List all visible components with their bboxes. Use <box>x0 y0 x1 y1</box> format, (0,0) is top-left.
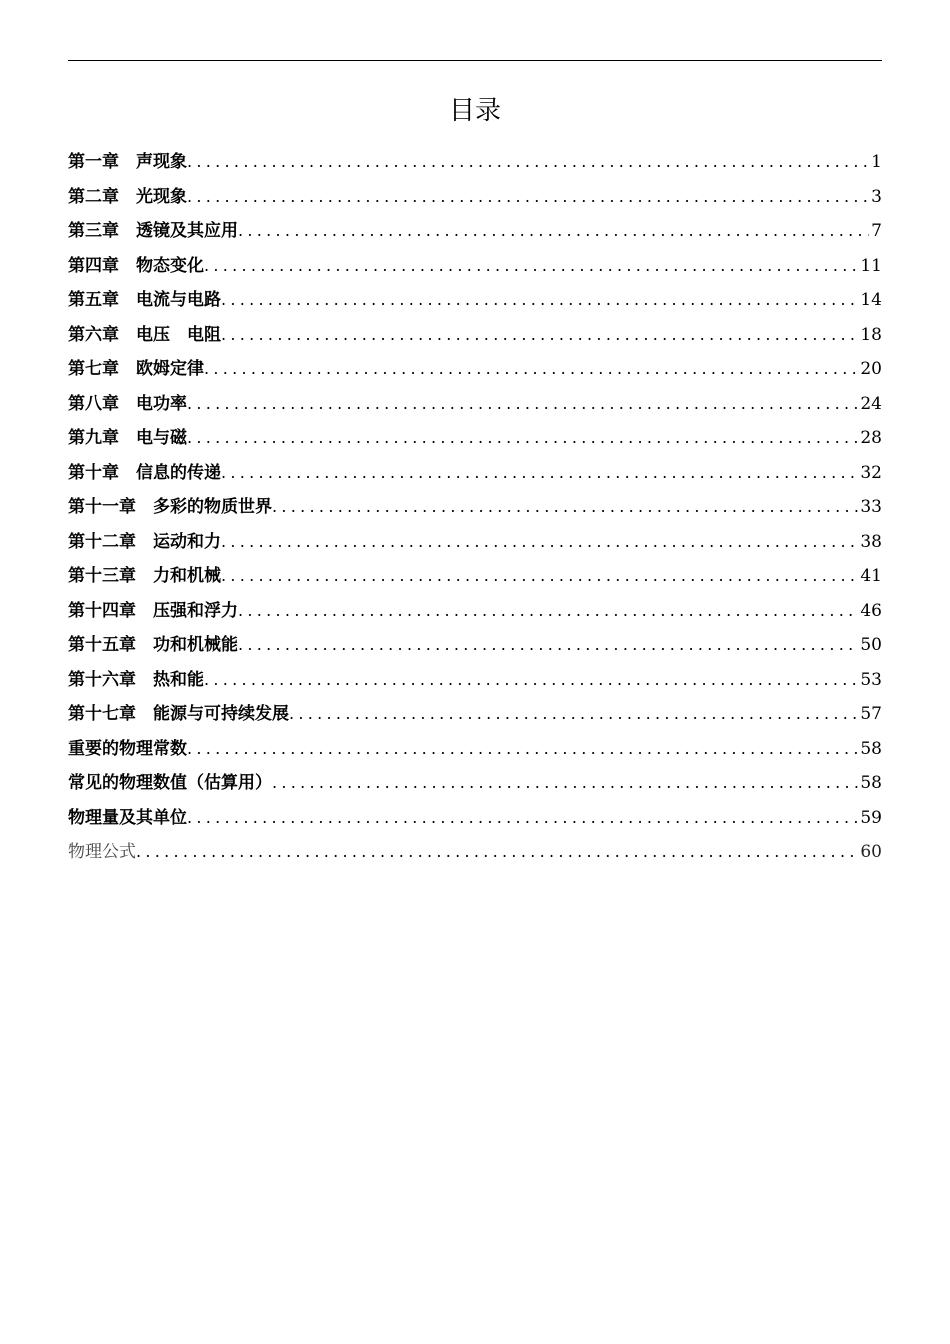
toc-page-number: 18 <box>860 324 882 345</box>
toc-dot-leader <box>221 456 858 491</box>
toc-entry[interactable] <box>68 145 882 180</box>
toc-entry-label <box>68 594 238 629</box>
toc-chapter-number: 第五章 <box>68 290 119 310</box>
toc-entry[interactable] <box>68 490 882 525</box>
toc-chapter-topic: 电与磁 <box>136 428 187 448</box>
toc-page-number: 38 <box>860 531 882 552</box>
toc-chapter-topic: 电压 电阻 <box>136 324 221 345</box>
toc-page-number: 1 <box>871 152 882 172</box>
header-rule <box>68 60 882 61</box>
toc-page-number: 7 <box>871 221 882 241</box>
toc-entry[interactable] <box>68 352 882 387</box>
toc-chapter-number: 第九章 <box>68 428 119 448</box>
toc-entry-label <box>68 180 187 215</box>
toc-entry-label <box>68 318 221 353</box>
toc-chapter-number: 第二章 <box>68 186 119 207</box>
toc-entry[interactable] <box>68 697 882 732</box>
toc-chapter-number: 第一章 <box>68 152 119 172</box>
toc-entry[interactable] <box>68 835 882 870</box>
toc-dot-leader <box>187 387 858 422</box>
toc-entry[interactable] <box>68 628 882 663</box>
toc-page-number: 41 <box>860 566 882 586</box>
toc-entry-label <box>68 214 238 249</box>
toc-chapter-topic: 欧姆定律 <box>136 359 204 379</box>
toc-chapter-topic: 力和机械 <box>153 566 221 586</box>
toc-section-topic: 物理公式 <box>68 842 136 862</box>
toc-entry-label <box>68 766 272 801</box>
toc-chapter-topic: 运动和力 <box>153 531 221 552</box>
toc-entry[interactable] <box>68 559 882 594</box>
toc-chapter-number: 第七章 <box>68 359 119 379</box>
toc-chapter-number: 第八章 <box>68 393 119 414</box>
toc-entry-label <box>68 421 187 456</box>
toc-page-number: 57 <box>860 704 882 724</box>
toc-dot-leader <box>221 559 858 594</box>
toc-chapter-topic: 电流与电路 <box>136 290 221 310</box>
toc-page-number: 24 <box>860 393 882 414</box>
toc-page-number: 28 <box>860 428 882 448</box>
toc-chapter-topic: 光现象 <box>136 186 187 207</box>
toc-dot-leader <box>204 663 858 698</box>
toc-page-number: 58 <box>860 773 882 793</box>
toc-dot-leader <box>272 490 858 525</box>
toc-chapter-number: 第三章 <box>68 221 119 241</box>
toc-entry-label <box>68 387 187 422</box>
toc-dot-leader <box>204 352 858 387</box>
toc-entry[interactable] <box>68 594 882 629</box>
toc-entry-label <box>68 835 136 870</box>
toc-dot-leader <box>187 801 858 836</box>
toc-entry-label <box>68 456 221 491</box>
toc-page-number: 32 <box>860 462 882 483</box>
toc-chapter-topic: 压强和浮力 <box>153 600 238 621</box>
toc-chapter-number: 第十一章 <box>68 497 136 517</box>
toc-entry[interactable] <box>68 801 882 836</box>
toc-entry[interactable] <box>68 663 882 698</box>
toc-chapter-topic: 能源与可持续发展 <box>153 704 289 724</box>
toc-entry[interactable] <box>68 249 882 284</box>
toc-entry[interactable] <box>68 180 882 215</box>
toc-page-number: 11 <box>860 255 882 276</box>
toc-dot-leader <box>238 628 858 663</box>
toc-chapter-number: 第四章 <box>68 255 119 276</box>
toc-chapter-number: 第十章 <box>68 462 119 483</box>
toc-chapter-number: 第十三章 <box>68 566 136 586</box>
toc-dot-leader <box>187 145 869 180</box>
toc-section-topic: 物理量及其单位 <box>68 807 187 828</box>
toc-entry-label <box>68 352 204 387</box>
toc-chapter-topic: 电功率 <box>136 393 187 414</box>
toc-entry-label <box>68 249 204 284</box>
toc-entry[interactable] <box>68 387 882 422</box>
table-of-contents <box>68 145 882 870</box>
toc-entry-label <box>68 732 187 767</box>
toc-dot-leader <box>272 766 858 801</box>
toc-section-topic: 重要的物理常数 <box>68 738 187 759</box>
toc-page-number: 59 <box>860 807 882 828</box>
toc-chapter-number: 第十四章 <box>68 600 136 621</box>
toc-page-number: 58 <box>860 738 882 759</box>
toc-chapter-topic: 信息的传递 <box>136 462 221 483</box>
toc-chapter-topic: 声现象 <box>136 152 187 172</box>
toc-entry-label <box>68 628 238 663</box>
toc-entry-label <box>68 559 221 594</box>
toc-entry-label <box>68 663 204 698</box>
toc-entry[interactable] <box>68 214 882 249</box>
toc-page-number: 53 <box>860 669 882 690</box>
toc-dot-leader <box>187 180 869 215</box>
toc-chapter-topic: 多彩的物质世界 <box>153 497 272 517</box>
toc-entry[interactable] <box>68 318 882 353</box>
toc-dot-leader <box>187 421 858 456</box>
toc-chapter-topic: 功和机械能 <box>153 635 238 655</box>
toc-entry-label <box>68 490 272 525</box>
toc-page-number: 60 <box>860 842 882 862</box>
toc-chapter-number: 第十七章 <box>68 704 136 724</box>
toc-dot-leader <box>187 732 858 767</box>
toc-dot-leader <box>221 283 858 318</box>
toc-entry[interactable] <box>68 766 882 801</box>
toc-dot-leader <box>136 835 858 870</box>
toc-page-number: 33 <box>860 497 882 517</box>
toc-chapter-number: 第十五章 <box>68 635 136 655</box>
toc-chapter-topic: 物态变化 <box>136 255 204 276</box>
toc-entry[interactable] <box>68 283 882 318</box>
toc-entry[interactable] <box>68 732 882 767</box>
toc-page-number: 50 <box>860 635 882 655</box>
toc-entry-label <box>68 697 289 732</box>
toc-dot-leader <box>238 594 858 629</box>
toc-chapter-topic: 透镜及其应用 <box>136 221 238 241</box>
toc-title: 目录 <box>448 96 501 126</box>
toc-chapter-number: 第十二章 <box>68 531 136 552</box>
toc-dot-leader <box>204 249 858 284</box>
toc-entry[interactable] <box>68 421 882 456</box>
toc-section-topic: 常见的物理数值（估算用） <box>68 773 272 793</box>
toc-dot-leader <box>221 318 858 353</box>
toc-entry-label <box>68 145 187 180</box>
toc-chapter-number: 第十六章 <box>68 669 136 690</box>
toc-entry-label <box>68 525 221 560</box>
toc-chapter-number: 第六章 <box>68 324 119 345</box>
toc-entry-label <box>68 283 221 318</box>
toc-page-number: 20 <box>860 359 882 379</box>
toc-dot-leader <box>289 697 858 732</box>
toc-dot-leader <box>221 525 858 560</box>
toc-entry[interactable] <box>68 525 882 560</box>
toc-dot-leader <box>238 214 869 249</box>
toc-entry-label <box>68 801 187 836</box>
toc-page-number: 3 <box>871 186 882 207</box>
toc-chapter-topic: 热和能 <box>153 669 204 690</box>
toc-entry[interactable] <box>68 456 882 491</box>
toc-page-number: 14 <box>860 290 882 310</box>
toc-page-number: 46 <box>860 600 882 621</box>
